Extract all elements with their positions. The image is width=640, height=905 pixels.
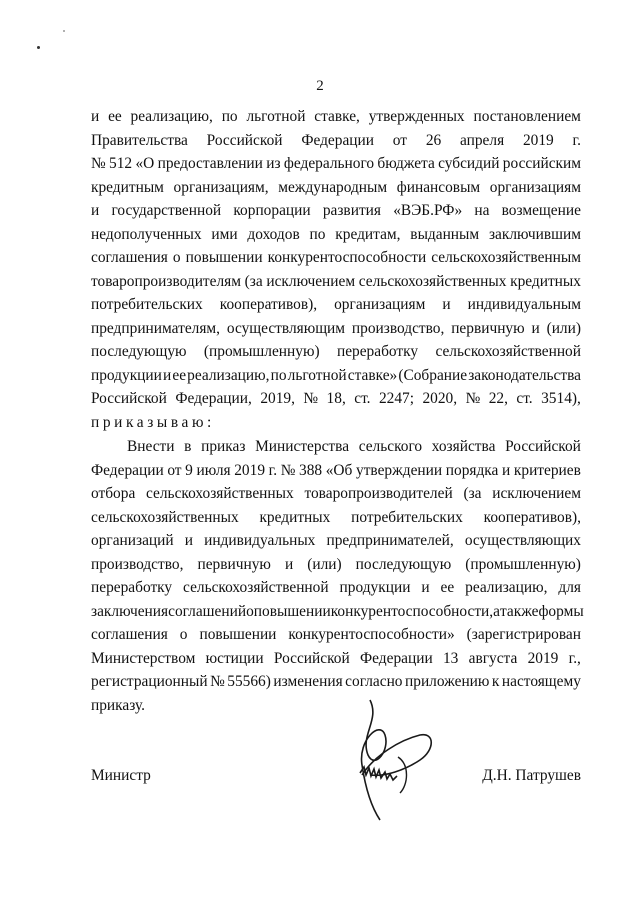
- word: кредитных: [259, 508, 331, 526]
- word: о: [172, 249, 181, 266]
- word: 9: [185, 461, 193, 479]
- word: 512: [109, 155, 133, 172]
- text-line: [91, 529, 581, 553]
- word: изменения: [273, 673, 343, 690]
- word: кооперативов),: [483, 508, 581, 526]
- word: сельскохозяйственным: [431, 249, 581, 266]
- page-number: 2: [316, 78, 324, 94]
- word: льготной: [246, 108, 306, 125]
- word: Федерации: [360, 649, 433, 667]
- word: организациям,: [173, 178, 269, 196]
- signature-block: [91, 764, 581, 788]
- text-line: [91, 647, 581, 671]
- text-line: [91, 670, 581, 694]
- word: 2019: [527, 649, 559, 667]
- word: приказу.: [91, 696, 146, 714]
- word: Российской: [273, 649, 350, 667]
- word: №: [280, 461, 296, 479]
- word: реализацию,: [130, 108, 213, 125]
- word: организаций: [91, 532, 174, 549]
- text-line: [91, 129, 581, 153]
- word: конкурентоспособности: [267, 249, 427, 266]
- word: хозяйства: [431, 438, 496, 455]
- word: Федерации: [301, 131, 374, 149]
- word: организациям: [334, 296, 426, 313]
- word: и: [163, 366, 172, 384]
- word: сельского: [358, 438, 423, 455]
- word: субсидий: [438, 155, 500, 172]
- word: льготной: [287, 366, 347, 384]
- word: г.: [268, 461, 278, 479]
- word: порядка: [445, 461, 499, 479]
- text-line: [91, 317, 581, 341]
- word: производство,: [91, 555, 184, 573]
- text-line: [91, 105, 581, 129]
- word: сельскохозяйственных: [146, 485, 294, 502]
- word: от: [167, 461, 182, 479]
- word: Российской: [505, 438, 581, 455]
- word: 2247;: [378, 390, 415, 407]
- word: российским: [502, 155, 581, 172]
- word: осуществляющим: [226, 319, 346, 337]
- text-line: [91, 223, 581, 247]
- word: из: [266, 155, 281, 172]
- word: продукции: [339, 579, 411, 596]
- signatory-title: Министр: [91, 767, 151, 784]
- word: (Собрание: [398, 366, 468, 384]
- word: сельскохозяйственной: [435, 343, 581, 360]
- word: августа: [468, 649, 518, 667]
- word: сельскохозяйственных: [91, 508, 239, 526]
- word: регистрационный: [91, 673, 208, 690]
- word: соглашения: [91, 626, 168, 643]
- word: для: [558, 579, 581, 596]
- word: г.,: [568, 649, 581, 667]
- word: (зарегистрирован: [466, 626, 581, 643]
- word: развития: [322, 202, 381, 219]
- word: о: [179, 626, 188, 643]
- word: 55566): [227, 673, 271, 690]
- word: Российской: [91, 390, 167, 407]
- word: Федерации: [91, 461, 164, 479]
- text-line: [91, 506, 581, 530]
- word: товаропроизводителей: [304, 485, 453, 502]
- word: и: [91, 202, 100, 219]
- order-word: приказываю:: [91, 414, 215, 431]
- word: сельскохозяйственной: [183, 579, 329, 596]
- word: недополученных: [91, 225, 202, 243]
- word: финансовым: [396, 178, 481, 196]
- word: «О: [135, 155, 155, 172]
- text-line: [91, 152, 581, 176]
- text-line: [91, 364, 581, 388]
- text-line: [91, 340, 581, 364]
- word: Российской: [206, 131, 283, 149]
- text-line: [91, 293, 581, 317]
- word: по: [221, 108, 238, 125]
- word: переработку: [336, 343, 419, 360]
- word: реализацию,: [465, 579, 548, 596]
- word: приказ: [201, 438, 246, 455]
- word: 3514),: [541, 390, 581, 407]
- word: и: [531, 319, 540, 337]
- text-line: [91, 459, 581, 483]
- word: повышении: [199, 626, 277, 643]
- word: выданным: [410, 225, 480, 243]
- word: и: [284, 555, 294, 573]
- order-word-line: [91, 411, 581, 435]
- text-line: [91, 387, 581, 411]
- word: предоставлении: [157, 155, 263, 172]
- word: ст.: [354, 390, 371, 407]
- word: товаропроизводителям: [91, 272, 241, 290]
- word: кооперативов),: [219, 296, 318, 313]
- word: первичную: [197, 555, 271, 573]
- word: и: [421, 579, 430, 596]
- word: №: [91, 155, 106, 172]
- word: к: [491, 673, 500, 690]
- word: исключением: [492, 485, 581, 502]
- word: Министерства: [255, 438, 350, 455]
- word: потребительских: [91, 296, 203, 313]
- word: постановлением: [473, 108, 581, 125]
- word: государственной: [111, 202, 222, 219]
- word: Федерации,: [175, 390, 252, 407]
- word: отбора: [91, 485, 136, 502]
- word: согласно: [345, 673, 403, 690]
- word: (за: [463, 485, 482, 502]
- text-line: [91, 176, 581, 200]
- word: конкурентоспособности,: [330, 602, 494, 620]
- word: и: [442, 296, 451, 313]
- word: соглашений: [168, 602, 247, 620]
- word: федерального: [283, 155, 375, 172]
- word: и: [502, 461, 511, 479]
- word: производство,: [351, 319, 445, 337]
- word: по: [270, 366, 287, 384]
- text-line: [91, 576, 581, 600]
- word: международным: [278, 178, 388, 196]
- word: потребительских: [351, 508, 463, 526]
- word: ее: [172, 366, 187, 384]
- signatory-name: Д.Н. Патрушев: [482, 767, 581, 784]
- word: осуществляющих: [464, 532, 581, 549]
- word: юстиции: [205, 649, 264, 667]
- word: бюджета: [377, 155, 435, 172]
- word: 388: [299, 461, 323, 479]
- word: ставке»: [347, 366, 398, 384]
- word: заключившим: [488, 225, 581, 243]
- word: №: [303, 390, 319, 407]
- word: (промышленную): [203, 343, 320, 360]
- scan-speck: [37, 46, 40, 49]
- handwritten-signature: [340, 695, 450, 825]
- word: ими: [211, 225, 238, 243]
- word: и: [91, 108, 100, 125]
- word: кредитных: [510, 272, 581, 290]
- word: 18,: [326, 390, 346, 407]
- word: утверждении: [356, 461, 443, 479]
- word: реализацию,: [187, 366, 270, 384]
- word: «Об: [325, 461, 353, 479]
- text-line: [91, 482, 581, 506]
- word: по: [309, 225, 326, 243]
- text-line: [91, 199, 581, 223]
- word: формы: [538, 602, 584, 620]
- word: на: [474, 202, 490, 219]
- word: а: [493, 602, 500, 620]
- word: возмещение: [501, 202, 581, 219]
- word: настоящему: [501, 673, 581, 690]
- word: корпорации: [233, 202, 311, 219]
- word: сельскохозяйственных: [358, 272, 507, 290]
- scan-speck: [63, 30, 65, 32]
- word: (или): [546, 319, 581, 337]
- word: Правительства: [91, 131, 188, 149]
- word: Министерством: [91, 649, 196, 667]
- word: 2020,: [422, 390, 458, 407]
- text-line: [91, 270, 581, 294]
- word: июля: [196, 461, 231, 479]
- word: Внести: [127, 438, 175, 455]
- word: ст.: [516, 390, 533, 407]
- text-line: [91, 600, 584, 624]
- word: ее: [108, 108, 122, 125]
- word: №: [210, 673, 225, 690]
- text-line: [91, 246, 581, 270]
- word: предпринимателям,: [91, 319, 221, 337]
- word: заключения: [91, 602, 169, 620]
- word: соглашения: [91, 249, 168, 266]
- word: последующую: [355, 555, 452, 573]
- word: исключением: [266, 272, 356, 290]
- text-line: [127, 435, 581, 459]
- word: №: [465, 390, 481, 407]
- word: первичную: [451, 319, 525, 337]
- word: в: [184, 438, 192, 455]
- word: конкурентоспособности»: [288, 626, 455, 643]
- word: предпринимателей,: [326, 532, 454, 549]
- word: от: [392, 131, 408, 149]
- word: апреля: [460, 131, 505, 149]
- word: приложению: [405, 673, 490, 690]
- word: кредитам,: [335, 225, 401, 243]
- word: 2019,: [260, 390, 295, 407]
- word: о: [246, 602, 254, 620]
- word: 13: [442, 649, 459, 667]
- word: (за: [244, 272, 263, 290]
- word: доходов: [247, 225, 300, 243]
- word: 22,: [488, 390, 508, 407]
- word: (промышленную): [465, 555, 581, 573]
- word: продукции: [91, 366, 162, 384]
- word: кредитным: [91, 178, 164, 196]
- word: переработку: [91, 579, 173, 596]
- word: 26: [425, 131, 442, 149]
- word: организациям: [489, 178, 581, 196]
- word: индивидуальных: [204, 532, 316, 549]
- word: ее: [440, 579, 455, 596]
- word: последующую: [91, 343, 187, 360]
- word: также: [499, 602, 539, 620]
- word: повышении: [185, 249, 263, 266]
- word: 2019: [522, 131, 554, 149]
- word: и: [184, 532, 193, 549]
- word: утвержденных: [368, 108, 465, 125]
- word: 2019: [234, 461, 266, 479]
- word: ставке,: [314, 108, 360, 125]
- word: «ВЭБ.РФ»: [393, 202, 463, 219]
- word: индивидуальным: [467, 296, 581, 313]
- word: законодательства: [468, 366, 581, 384]
- text-line: [91, 694, 581, 718]
- text-line: [91, 623, 581, 647]
- word: (или): [307, 555, 342, 573]
- word: г.: [572, 131, 581, 149]
- word: критериев: [513, 461, 581, 479]
- word: повышении: [253, 602, 331, 620]
- text-line: [91, 553, 581, 577]
